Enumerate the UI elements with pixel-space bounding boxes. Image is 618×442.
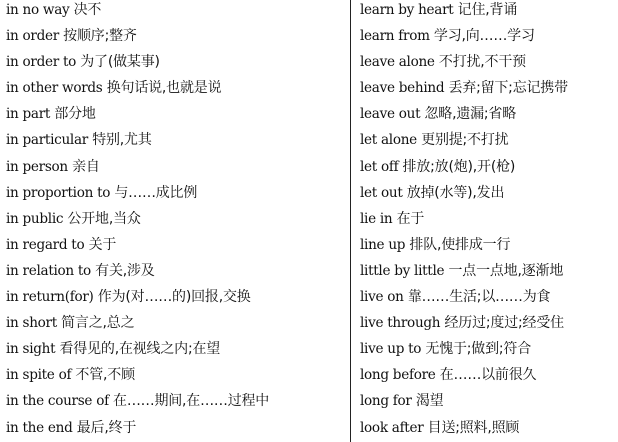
- phrase-meaning: 忽略,遗漏;省略: [424, 106, 517, 123]
- phrase-english: let off: [360, 158, 399, 175]
- phrase-english: leave out: [360, 106, 421, 123]
- phrase-english: leave behind: [360, 80, 445, 97]
- phrase-english: in short: [6, 315, 57, 332]
- phrase-meaning: 亲自: [72, 158, 100, 175]
- phrase-entry: [360, 310, 616, 336]
- phrase-english: let out: [360, 184, 403, 201]
- phrase-meaning: 更别提;不打扰: [421, 132, 509, 149]
- phrase-english: let alone: [360, 132, 417, 149]
- phrase-meaning: 不管,不顾: [75, 367, 135, 384]
- phrase-entry: [360, 127, 616, 153]
- phrase-meaning: 换句话说,也就是说: [106, 80, 222, 97]
- phrase-entry: [360, 23, 616, 49]
- phrase-meaning: 作为(对……的)回报,交换: [97, 289, 251, 306]
- phrase-entry: [6, 310, 346, 336]
- phrase-english: in proportion to: [6, 184, 111, 201]
- phrase-entry: [6, 75, 346, 101]
- phrase-meaning: 学习,向……学习: [433, 28, 535, 45]
- phrase-entry: [6, 284, 346, 310]
- phrase-entry: [360, 101, 616, 127]
- phrase-meaning: 与……成比例: [114, 184, 198, 201]
- phrase-meaning: 最后,终于: [76, 419, 137, 436]
- phrase-meaning: 排队,使排成一行: [409, 236, 511, 253]
- phrase-meaning: 经历过;度过;经受住: [444, 315, 564, 332]
- phrase-entry: [360, 75, 616, 101]
- phrase-meaning: 渴望: [415, 393, 444, 410]
- phrase-english: look after: [360, 419, 424, 436]
- phrase-english: in sight: [6, 341, 56, 358]
- phrase-english: in return(for): [6, 289, 94, 306]
- phrase-english: in other words: [6, 80, 103, 97]
- phrase-meaning: 一点一点地,逐渐地: [448, 262, 564, 279]
- phrase-entry: [6, 258, 346, 284]
- phrase-entry: [6, 23, 346, 49]
- left-phrase-column: [6, 0, 346, 442]
- phrase-meaning: 在……期间,在……过程中: [113, 393, 270, 410]
- phrase-meaning: 目送;照料,照顾: [427, 419, 520, 436]
- phrase-meaning: 靠……生活;以……为食: [407, 289, 551, 306]
- phrase-entry: [6, 206, 346, 232]
- phrase-entry: [6, 127, 346, 153]
- phrase-entry: [360, 154, 616, 180]
- phrase-entry: [6, 388, 346, 414]
- phrase-meaning: 不打扰,不干预: [438, 54, 526, 71]
- phrase-meaning: 看得见的,在视线之内;在望: [59, 341, 221, 358]
- phrase-entry: [360, 232, 616, 258]
- phrase-entry: [360, 206, 616, 232]
- phrase-english: live up to: [360, 341, 422, 358]
- phrase-meaning: 简言之,总之: [61, 315, 135, 332]
- phrase-meaning: 放掉(水等),发出: [406, 184, 505, 201]
- phrase-english: leave alone: [360, 54, 435, 71]
- phrase-english: in spite of: [6, 367, 72, 384]
- phrase-meaning: 排放;放(炮),开(枪): [402, 158, 516, 175]
- phrase-entry: [6, 232, 346, 258]
- phrase-english: lie in: [360, 210, 393, 227]
- phrase-entry: [360, 388, 616, 414]
- phrase-english: in regard to: [6, 236, 85, 253]
- phrase-entry: [6, 415, 346, 441]
- phrase-english: live through: [360, 315, 441, 332]
- phrase-meaning: 丢弃;留下;忘记携带: [448, 80, 568, 97]
- phrase-english: line up: [360, 236, 406, 253]
- phrase-entry: [360, 0, 616, 23]
- phrase-entry: [360, 258, 616, 284]
- phrase-english: learn from: [360, 28, 430, 45]
- column-divider: [350, 0, 351, 442]
- phrase-meaning: 公开地,当众: [67, 210, 141, 227]
- phrase-meaning: 有关,涉及: [95, 262, 155, 279]
- phrase-meaning: 记住,背诵: [457, 2, 518, 18]
- phrase-meaning: 特别,尤其: [92, 132, 152, 149]
- phrase-entry: [360, 284, 616, 310]
- phrase-english: in the end: [6, 419, 73, 436]
- phrase-english: long for: [360, 393, 412, 410]
- phrase-english: in person: [6, 158, 68, 175]
- phrase-english: in the course of: [6, 393, 109, 410]
- phrase-english: in part: [6, 106, 51, 123]
- phrase-entry: [6, 0, 346, 23]
- phrase-entry: [6, 49, 346, 75]
- phrase-entry: [360, 415, 616, 441]
- phrase-meaning: 按顺序;整齐: [63, 28, 137, 45]
- phrase-entry: [6, 180, 346, 206]
- phrase-english: in particular: [6, 132, 88, 149]
- phrase-meaning: 在于: [396, 210, 425, 227]
- phrase-english: learn by heart: [360, 2, 454, 18]
- phrase-meaning: 决不: [73, 2, 102, 18]
- phrase-entry: [6, 154, 346, 180]
- phrase-meaning: 在……以前很久: [439, 367, 537, 384]
- phrase-entry: [360, 180, 616, 206]
- phrase-english: in no way: [6, 2, 70, 18]
- phrase-meaning: 关于: [88, 236, 117, 253]
- phrase-english: in order: [6, 28, 59, 45]
- phrase-entry: [360, 336, 616, 362]
- phrase-entry: [360, 362, 616, 388]
- phrase-english: in relation to: [6, 262, 91, 279]
- right-phrase-column: [360, 0, 616, 442]
- phrase-english: in public: [6, 210, 64, 227]
- phrase-entry: [6, 362, 346, 388]
- phrase-entry: [6, 336, 346, 362]
- phrase-english: in order to: [6, 54, 77, 71]
- phrase-meaning: 为了(做某事): [80, 54, 160, 71]
- phrase-english: little by little: [360, 262, 445, 279]
- phrase-entry: [360, 49, 616, 75]
- phrase-english: live on: [360, 289, 404, 306]
- phrase-meaning: 无愧于;做到;符合: [425, 341, 532, 358]
- phrase-entry: [6, 101, 346, 127]
- phrase-meaning: 部分地: [54, 106, 96, 123]
- phrase-english: long before: [360, 367, 436, 384]
